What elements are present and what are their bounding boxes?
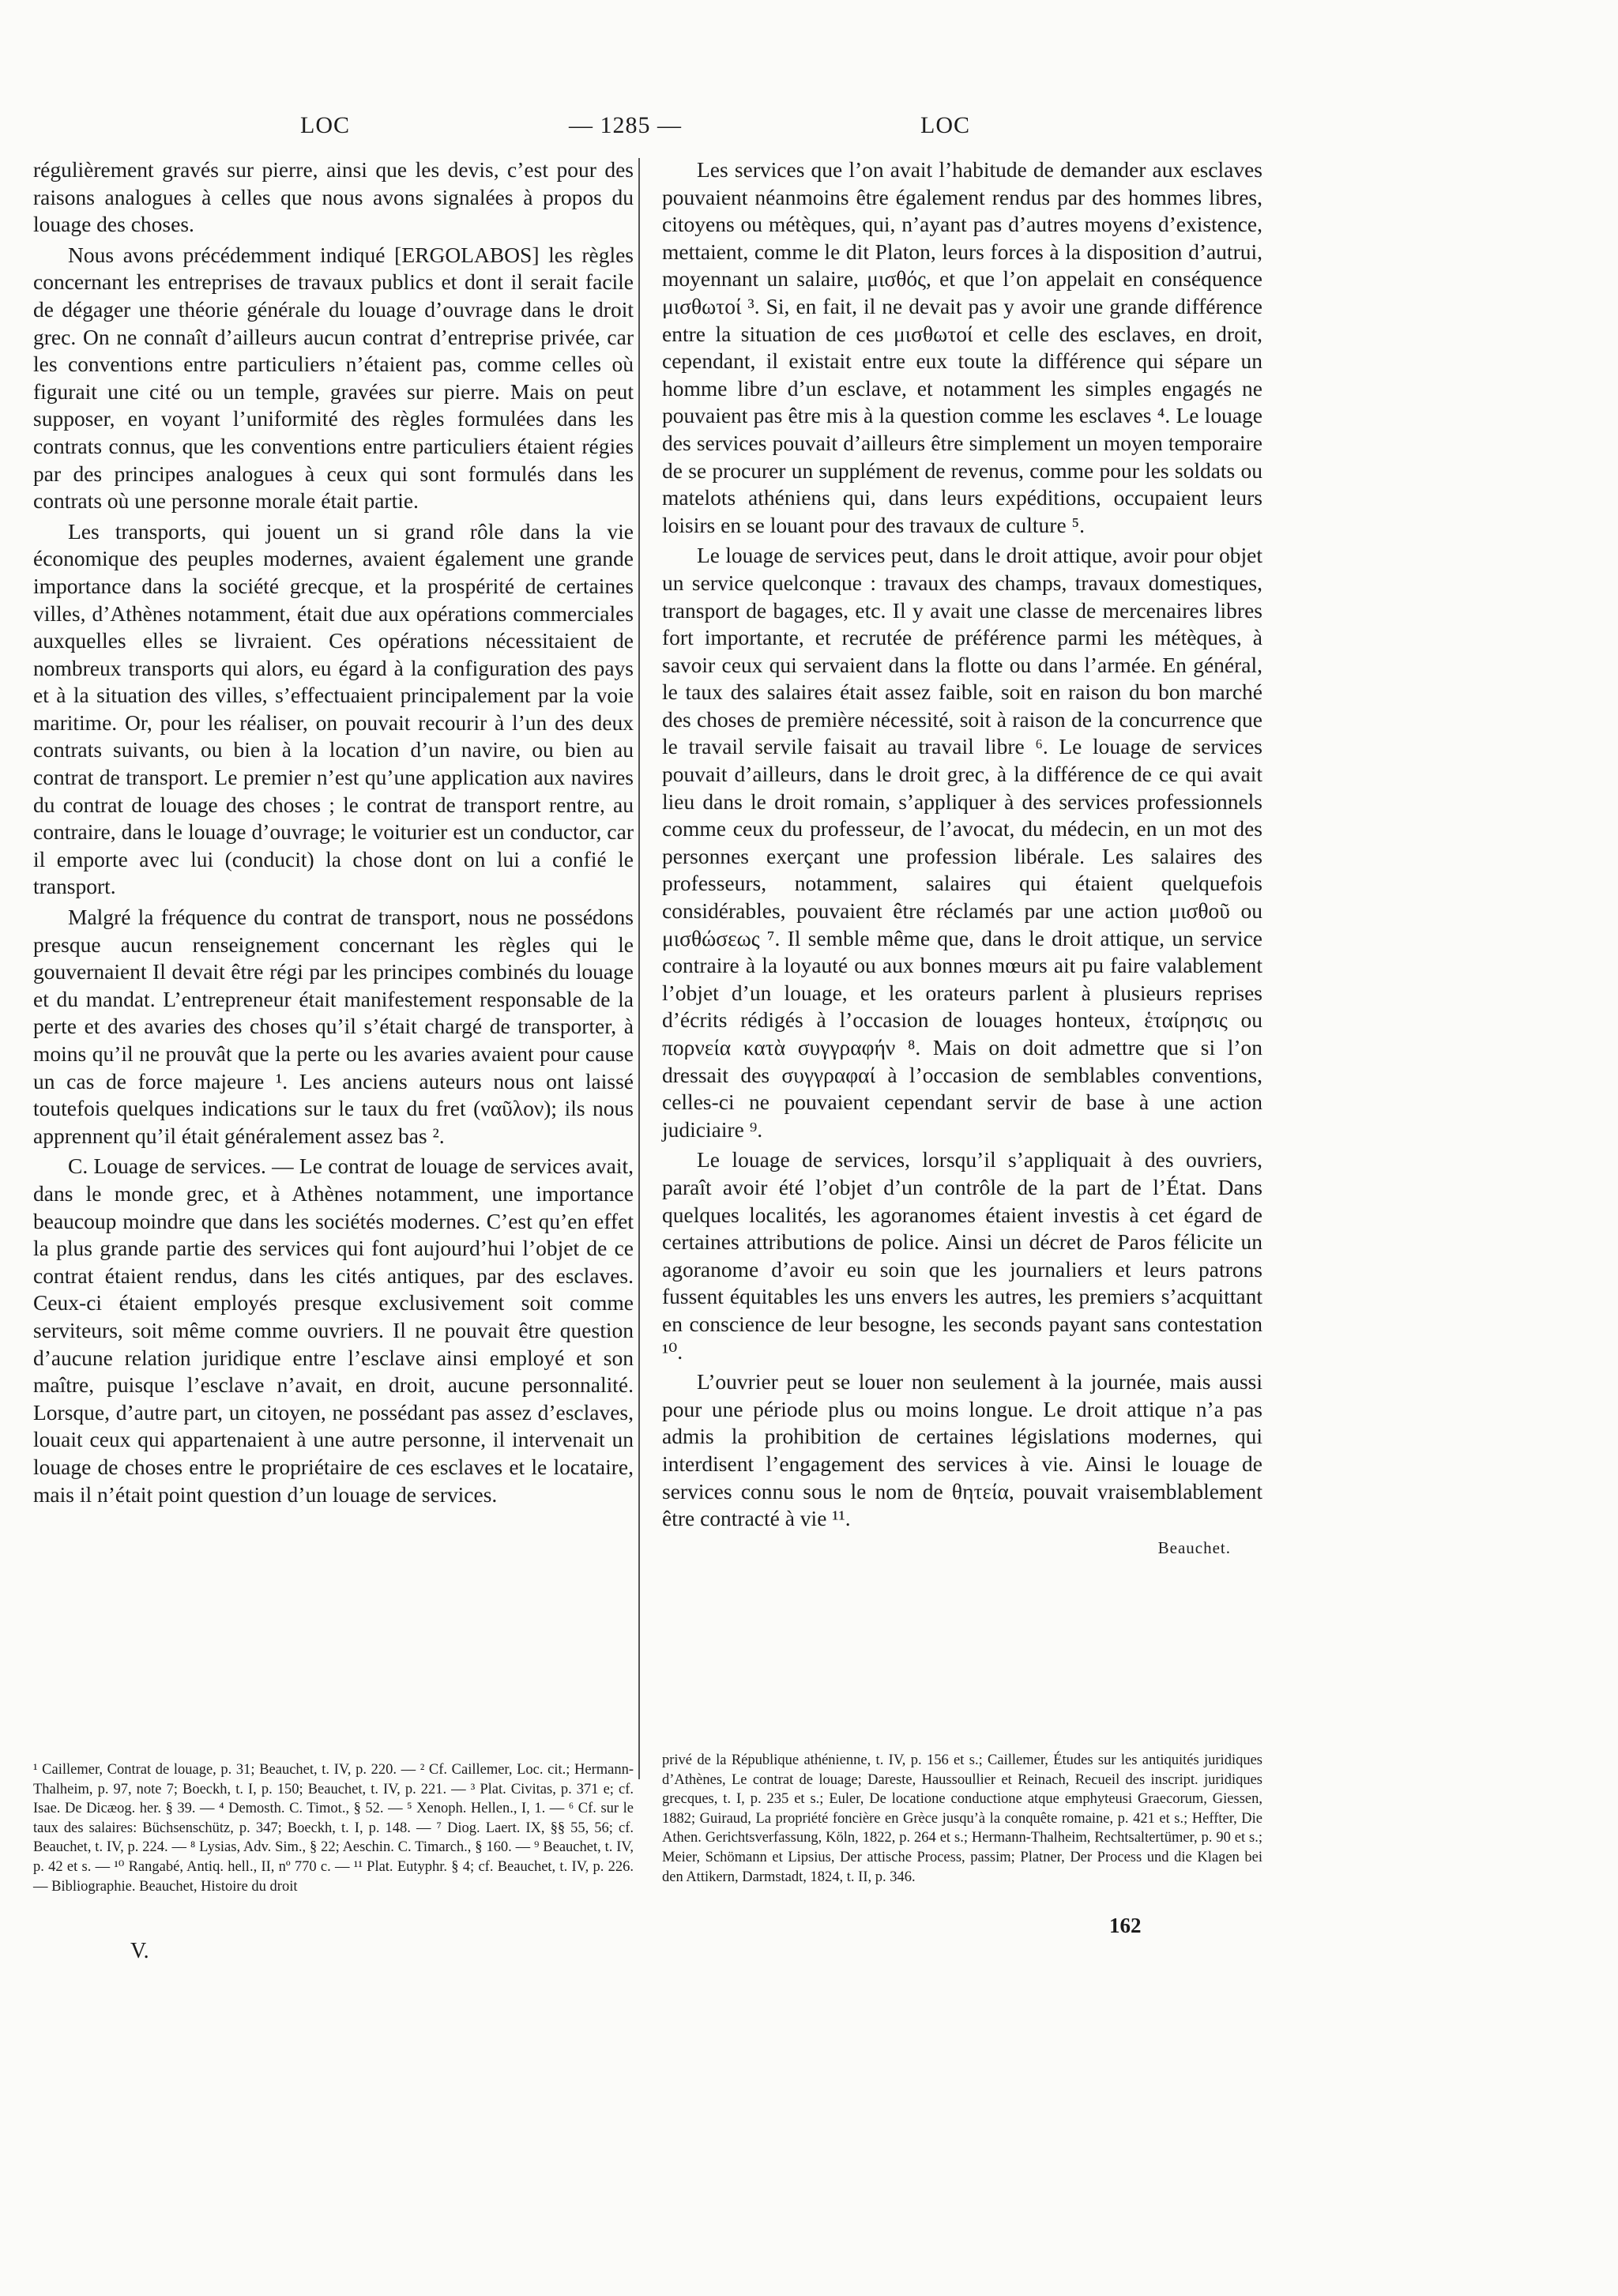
author-signature: Beauchet. bbox=[1157, 1538, 1231, 1557]
footnotes-left bbox=[33, 1760, 634, 1896]
right-column bbox=[662, 156, 1262, 1561]
running-head-right: LOC bbox=[920, 112, 970, 138]
column-divider bbox=[638, 158, 640, 1779]
paragraph: Le louage de services, lorsqu’il s’appliquait à des ouvriers, paraît avoir été l’objet d’un contrôle de la part de l’État. Dans quelques localités, les agoranomes étaient investis à cet égard de certaines attributions de police. Ainsi un décret de Paros félicite un agoranome d’avoir eu soin que les journaliers et leurs patrons fussent équitables les uns envers les autres, les premiers s’acquittant en conscience de leur besogne, les seconds payant sans contestation ¹⁰. bbox=[662, 1147, 1262, 1364]
running-head-left: LOC bbox=[300, 112, 350, 138]
paragraph: Le louage de services peut, dans le droit attique, avoir pour objet un service quelconque : travaux des champs, travaux domestiques, transport de bagages, etc. Il y avait une classe de mercenaires libres fort importante, et recrutée de préférence parmi les métèques, à savoir ceux qui servaient dans la flotte ou dans l’armée. En général, le taux des salaires était assez faible, soit en raison du bon marché des choses de première nécessité, soit à raison de la concurrence que le travail servile faisait au travail libre ⁶. Le louage de services pouvait d’ailleurs, dans le droit grec, à la différence de ce qui avait lieu dans le droit romain, s’appliquer à des services professionnels comme ceux du professeur, de l’avocat, du médecin, en un mot des personnes exerçant une profession libérale. Les salaires des professeurs, notamment, salaires qui étaient quelquefois considérables, pouvaient être réclamés par une action μισθοῦ ou μισθώσεως ⁷. Il semble même que, dans le droit attique, un service contraire à la loyauté ou aux bonnes mœurs ait pu faire valablement l’objet d’un louage, et les orateurs parlent à plusieurs reprises d’écrits rédigés à l’occasion de louages honteux, ἑταίρησις ou πορνεία κατὰ συγγραφήν ⁸. Mais on doit admettre que si l’on dressait des συγγραφαί à l’occasion de semblables conventions, celles-ci ne pouvaient cependant servir de base à une action judiciaire ⁹. bbox=[662, 543, 1262, 1142]
signature-mark-left: V. bbox=[130, 1939, 149, 1963]
paragraph: Malgré la fréquence du contrat de transport, nous ne possédons presque aucun renseignement concernant les règles qui le gouvernaient Il devait être régi par les principes combinés du louage et du mandat. L’entrepreneur était manifestement responsable de la perte et des avaries des choses qu’il s’était chargé de transporter, à moins qu’il ne prouvât que la perte ou les avaries avaient pour cause un cas de force majeure ¹. Les anciens auteurs nous ont laissé toutefois quelques indications sur le taux du fret (ναῦλον); ils nous apprennent qu’il était généralement assez bas ². bbox=[33, 905, 634, 1148]
paragraph: Les services que l’on avait l’habitude de demander aux esclaves pouvaient néanmoins être également rendus par des hommes libres, citoyens ou métèques, qui, n’ayant pas d’autres moyens d’existence, mettaient, comme le dit Platon, leurs forces à la disposition d’autrui, moyennant un salaire, μισθός, et que l’on appelait en conséquence μισθωτοί ³. Si, en fait, il ne devait pas y avoir une grande différence entre la situation de ces μισθωτοί et celle des esclaves, en droit, cependant, il existait entre eux toute la différence qui sépare un homme libre d’un esclave, et notamment les simples engagés ne pouvaient pas être mis à la question comme les esclaves ⁴. Le louage des services pouvait d’ailleurs être simplement un moyen temporaire de se procurer un supplément de revenus, comme pour les soldats ou matelots athéniens qui, dans leurs expéditions, occupaient leurs loisirs en se louant pour des travaux de culture ⁵. bbox=[662, 157, 1262, 537]
paragraph: C. Louage de services. — Le contrat de louage de services avait, dans le monde grec, et à Athènes notamment, une importance beaucoup moindre que dans les sociétés modernes. C’est qu’en effet la plus grande partie des services qui font aujourd’hui l’objet de ce contrat étaient rendus, dans les cités antiques, par des esclaves. Ceux-ci étaient employés presque exclusivement soit comme serviteurs, soit même comme ouvriers. Il ne pouvait être question d’aucune relation juridique entre l’esclave ainsi employé et son maître, puisque l’esclave n’avait, en droit, aucune personnalité. Lorsque, d’autre part, un citoyen, ne possédant pas assez d’esclaves, louait ceux qui appartenaient à une autre personne, il intervenait un louage de choses entre le propriétaire de ces esclaves et le locataire, mais il n’était point question d’un louage de services. bbox=[33, 1154, 634, 1507]
page-number: — 1285 — bbox=[569, 112, 682, 138]
paragraph: régulièrement gravés sur pierre, ainsi que les devis, c’est pour des raisons analogues à celles que nous avons signalées à propos du louage des choses. bbox=[33, 157, 634, 237]
paragraph: L’ouvrier peut se louer non seulement à la journée, mais aussi pour une période plus ou moins longue. Le droit attique n’a pas admis la prohibition de certaines législations modernes, qui interdisent l’engagement des services à vie. Ainsi le louage de services connu sous le nom de θητεία, pouvait vraisemblablement être contracté à vie ¹¹. bbox=[662, 1369, 1262, 1531]
footnote-text: ¹ Caillemer, Contrat de louage, p. 31; Beauchet, t. IV, p. 220. — ² Cf. Caillemer, Loc. cit.; Hermann-Thalheim, p. 97, note 7; Boeckh, t. I, p. 150; Beauchet, t. IV, p. 221. — ³ Plat. Civitas, p. 371 e; cf. Isae. De Dicæog. her. § 39. — ⁴ Demosth. C. Timot., § 52. — ⁵ Xenoph. Hellen., I, 1. — ⁶ Cf. sur le taux des salaires: Büchsenschütz, p. 347; Boeckh, t. I, p. 148. — ⁷ Diog. Laert. IX, §§ 55, 56; cf. Beauchet, t. IV, p. 224. — ⁸ Lysias, Adv. Sim., § 22; Aeschin. C. Timarch., § 160. — ⁹ Beauchet, t. IV, p. 42 et s. — ¹⁰ Rangabé, Antiq. hell., II, nº 770 c. — ¹¹ Plat. Eutyphr. § 4; cf. Beauchet, t. IV, p. 226. — Bibliographie. Beauchet, Histoire du droit bbox=[33, 1762, 634, 1895]
signature-mark-right: 162 bbox=[1109, 1914, 1142, 1937]
paragraph: Les transports, qui jouent un si grand rôle dans la vie économique des peuples modernes, avaient également une grande importance dans la société grecque, et la prospérité de certaines villes, d’Athènes notamment, était due aux opérations commerciales auxquelles elles se livraient. Ces opérations nécessitaient de nombreux transports qui alors, eu égard à la configuration des pays et à la situation des villes, s’effectuaient principalement par la voie maritime. Or, pour les réaliser, on pouvait recourir à l’un des deux contrats suivants, ou bien à la location d’un navire, ou bien au contrat de transport. Le premier n’est qu’une application aux navires du contrat de louage des choses ; le contrat de transport rentre, au contraire, dans le louage d’ouvrage; le voiturier est un conductor, car il emporte avec lui (conducit) la chose dont on lui a confié le transport. bbox=[33, 518, 634, 899]
footnote-text: privé de la République athénienne, t. IV, p. 156 et s.; Caillemer, Études sur les antiquités juridiques d’Athènes, Le contrat de louage; Dareste, Haussoullier et Reinach, Recueil des inscript. juridiques grecques, t. I, p. 235 et s.; Euler, De locatione conductione atque emphyteusi Graecorum, Giessen, 1882; Guiraud, La propriété foncière en Grèce jusqu’à la conquête romaine, p. 421 et s.; Heffter, Die Athen. Gerichtsverfassung, Köln, 1822, p. 264 et s.; Hermann-Thalheim, Rechtsaltertümer, p. 90 et s.; Meier, Schömann et Lipsius, Der attische Process, passim; Platner, Der Process und die Klagen bei den Attikern, Darmstadt, 1824, t. II, p. 346. bbox=[662, 1752, 1262, 1885]
footnotes-right bbox=[662, 1751, 1262, 1887]
left-column bbox=[33, 156, 634, 1508]
paragraph: Nous avons précédemment indiqué [ERGOLABOS] les règles concernant les entreprises de travaux publics et dont il serait facile de dégager une théorie générale du louage d’ouvrage dans le droit grec. On ne connaît d’ailleurs aucun contrat d’entreprise privée, car les conventions entre particuliers n’étaient pas, comme celles où figurait une cité ou un temple, gravées sur pierre. Mais on peut supposer, en voyant l’uniformité des règles formulées dans les contrats connus, que les conventions entre particuliers étaient régies par des principes analogues à ceux qui sont formulés dans les contrats où une personne morale était partie. bbox=[33, 242, 634, 514]
